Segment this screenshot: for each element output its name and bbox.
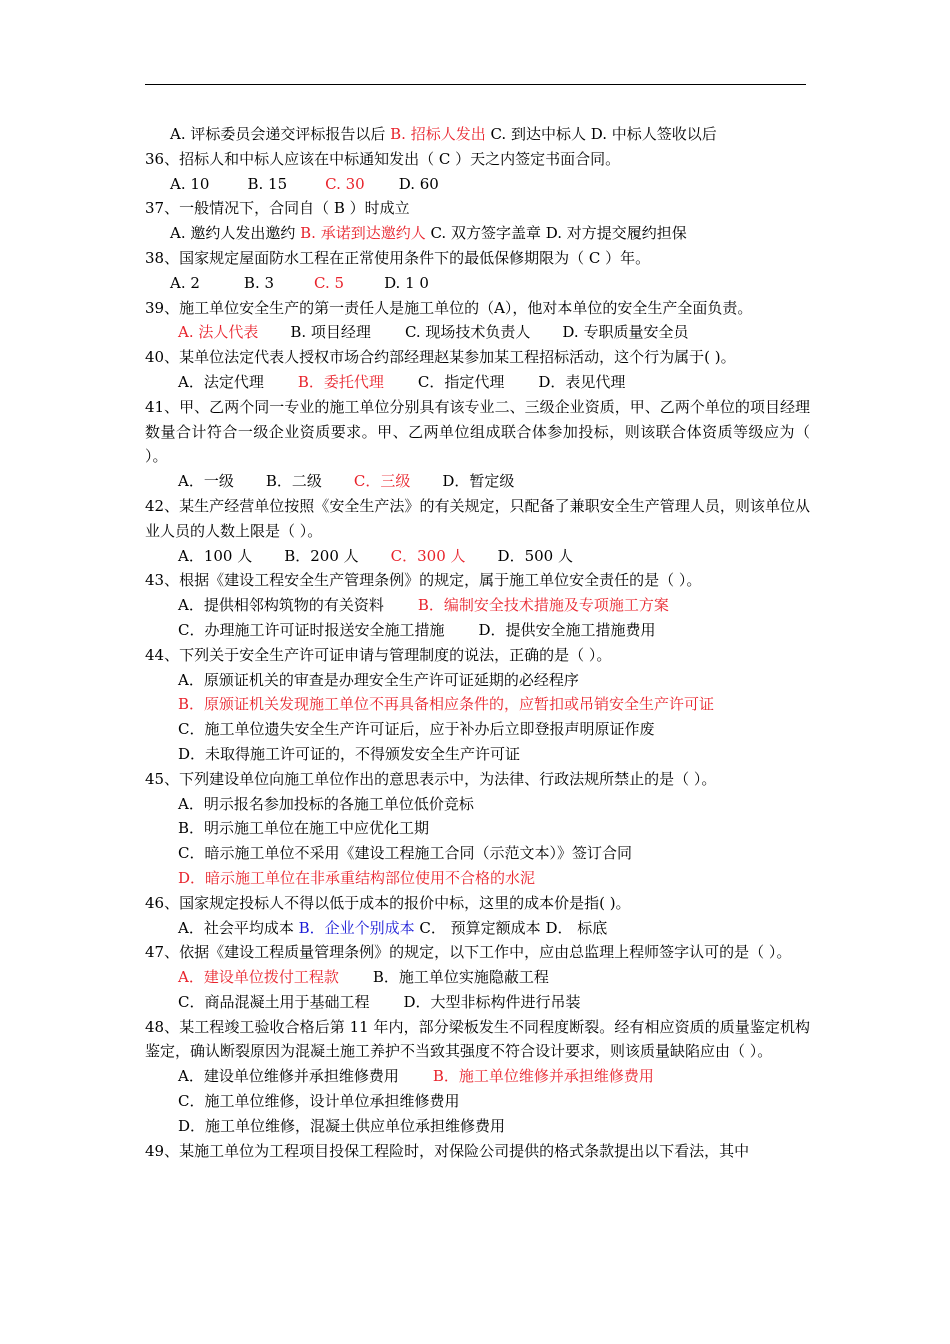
option-d: D. 专职质量安全员 [562, 323, 689, 342]
q47-options-ab [145, 965, 810, 990]
q35-options [145, 122, 810, 147]
q44-option-b-answer: B．原颁证机关发现施工单位不再具备相应条件的，应暂扣或吊销安全生产许可证 [178, 695, 715, 714]
q48-stem: 48、某工程竣工验收合格后第 11 年内，部分梁板发生不同程度断裂。经有相应资质的质量鉴定机构鉴定，确认断裂原因为混凝土施工养护不当致其强度不符合设计要求，则该质量缺陷应由（ ）。 [145, 1017, 810, 1061]
option-b-answer: B．编制安全技术措施及专项施工方案 [417, 596, 669, 615]
option-a: A. 邀约人发出邀约 [170, 224, 301, 243]
option-cd: C. 双方签字盖章 D. 对方提交履约担保 [425, 224, 687, 243]
option-a: A．社会平均成本 [178, 918, 299, 937]
option-a: A．法定代理 [178, 372, 264, 391]
option-a: A. 10 [170, 174, 210, 193]
q47-stem: 47、依据《建设工程质量管理条例》的规定，以下工作中，应由总监理上程师签字认可的是（ ）。 [145, 943, 792, 962]
option-d: D．表见代理 [538, 372, 626, 391]
q48-option-c: C．施工单位维修，设计单位承担维修费用 [178, 1092, 460, 1111]
option-c: C．办理施工许可证时报送安全施工措施 [178, 620, 445, 639]
q45-option-a: A．明示报名参加投标的各施工单位低价竞标 [178, 794, 474, 813]
q38-options [145, 271, 810, 296]
q49-stem: 49、某施工单位为工程项目投保工程险时，对保险公司提供的格式条款提出以下看法，其中 [145, 1141, 750, 1160]
q40-options [145, 370, 810, 395]
q43-options-ab [145, 593, 810, 618]
option-b-answer: B. 承诺到达邀约人 [300, 224, 426, 243]
option-c-answer: C．三级 [353, 472, 411, 491]
q44-option-d: D．未取得施工许可证的，不得颁发安全生产许可证 [178, 744, 521, 763]
q48-options-ab [145, 1064, 810, 1089]
q46-options [145, 916, 810, 941]
q38-stem: 38、国家规定屋面防水工程在正常使用条件下的最低保修期限为（ C ）年。 [145, 248, 651, 267]
q43-options-cd [145, 618, 810, 643]
option-b: B. 项目经理 [290, 323, 371, 342]
option-cd: C． 预算定额成本 D． 标底 [414, 918, 608, 937]
q45-stem: 45、下列建设单位向施工单位作出的意思表示中，为法律、行政法规所禁止的是（ ）。 [145, 769, 717, 788]
option-d: D．500 人 [497, 546, 573, 565]
option-b: B．施工单位实施隐蔽工程 [372, 968, 549, 987]
option-a: A．一级 [178, 472, 234, 491]
q37-options [145, 221, 810, 246]
option-c: C. 现场技术负责人 [404, 323, 531, 342]
q48-option-d: D．施工单位维修，混凝土供应单位承担维修费用 [178, 1116, 506, 1135]
option-c-answer: C. 5 [314, 273, 345, 292]
header-rule [145, 84, 806, 85]
option-b: B．200 人 [284, 546, 359, 565]
q36-options [145, 172, 810, 197]
option-d: D．暂定级 [442, 472, 515, 491]
option-d: D. 1 0 [384, 273, 429, 292]
option-a: A．100 人 [178, 546, 253, 565]
option-c-answer: C. 30 [325, 174, 365, 193]
q43-stem: 43、根据《建设工程安全生产管理条例》的规定，属于施工单位安全责任的是（ ）。 [145, 571, 702, 590]
option-c: C．商品混凝土用于基础工程 [178, 992, 370, 1011]
q46-stem: 46、国家规定投标人不得以低于成本的报价中标，这里的成本价是指( )。 [145, 893, 631, 912]
q47-options-cd [145, 990, 810, 1015]
option-b: B. 3 [243, 273, 275, 292]
option-c: C．指定代理 [417, 372, 505, 391]
option-b-answer: B. 招标人发出 [390, 125, 486, 143]
q39-options [145, 320, 810, 345]
q45-option-d-answer: D．暗示施工单位在非承重结构部位使用不合格的水泥 [178, 868, 536, 887]
option-b-answer: 企业个别成本 [324, 918, 415, 937]
option-d: D．大型非标构件进行吊装 [403, 992, 581, 1011]
q42-stem: 42、某生产经营单位按照《安全生产法》的有关规定，只配备了兼职安全生产管理人员，则该单位从业人员的人数上限是（ ）。 [145, 496, 810, 540]
option-b-label: B． [298, 918, 325, 937]
q45-option-b: B．明示施工单位在施工中应优化工期 [178, 819, 430, 838]
q44-option-c: C．施工单位遗失安全生产许可证后，应于补办后立即登报声明原证作废 [178, 720, 655, 739]
option-c-answer: C．300 人 [390, 546, 466, 565]
q39-stem: 39、施工单位安全生产的第一责任人是施工单位的（A），他对本单位的安全生产全面负责。 [145, 298, 753, 317]
q44-option-a: A．原颁证机关的审查是办理安全生产许可证延期的必经程序 [178, 670, 579, 689]
option-a: A．提供相邻构筑物的有关资料 [178, 596, 384, 615]
q45-option-c: C．暗示施工单位不采用《建设工程施工合同（示范文本）》签订合同 [178, 844, 632, 863]
option-d: D．提供安全施工措施费用 [478, 620, 656, 639]
document-body [145, 122, 810, 1163]
option-a: A. 评标委员会递交评标报告以后 [170, 125, 391, 143]
q37-stem: 37、一般情况下，合同自（ B ）时成立 [145, 199, 410, 218]
option-cd: C. 到达中标人 D. 中标人签收以后 [485, 125, 717, 143]
option-b: B. 15 [247, 174, 288, 193]
option-b: B．二级 [265, 472, 322, 491]
q44-stem: 44、下列关于安全生产许可证申请与管理制度的说法，正确的是（ ）。 [145, 645, 612, 664]
option-a-answer: A．建设单位拨付工程款 [178, 968, 339, 987]
q41-stem: 41、甲、乙两个同一专业的施工单位分别具有该专业二、三级企业资质，甲、乙两个单位的项目经理数量合计符合一级企业资质要求。甲、乙两单位组成联合体参加投标，则该联合体资质等级应为（ ）。 [145, 397, 810, 466]
q42-options [145, 544, 810, 569]
option-b-answer: B．委托代理 [297, 372, 384, 391]
option-a: A．建设单位维修并承担维修费用 [178, 1067, 399, 1086]
q41-options [145, 469, 810, 494]
option-a: A. 2 [170, 273, 200, 292]
q40-stem: 40、某单位法定代表人授权市场合约部经理赵某参加某工程招标活动，这个行为属于( )。 [145, 348, 736, 367]
option-b-answer: B．施工单位维修并承担维修费用 [432, 1067, 654, 1086]
option-d: D. 60 [398, 174, 439, 193]
option-a-answer: A. 法人代表 [178, 323, 259, 342]
q36-stem: 36、招标人和中标人应该在中标通知发出（ C ）天之内签定书面合同。 [145, 149, 621, 168]
